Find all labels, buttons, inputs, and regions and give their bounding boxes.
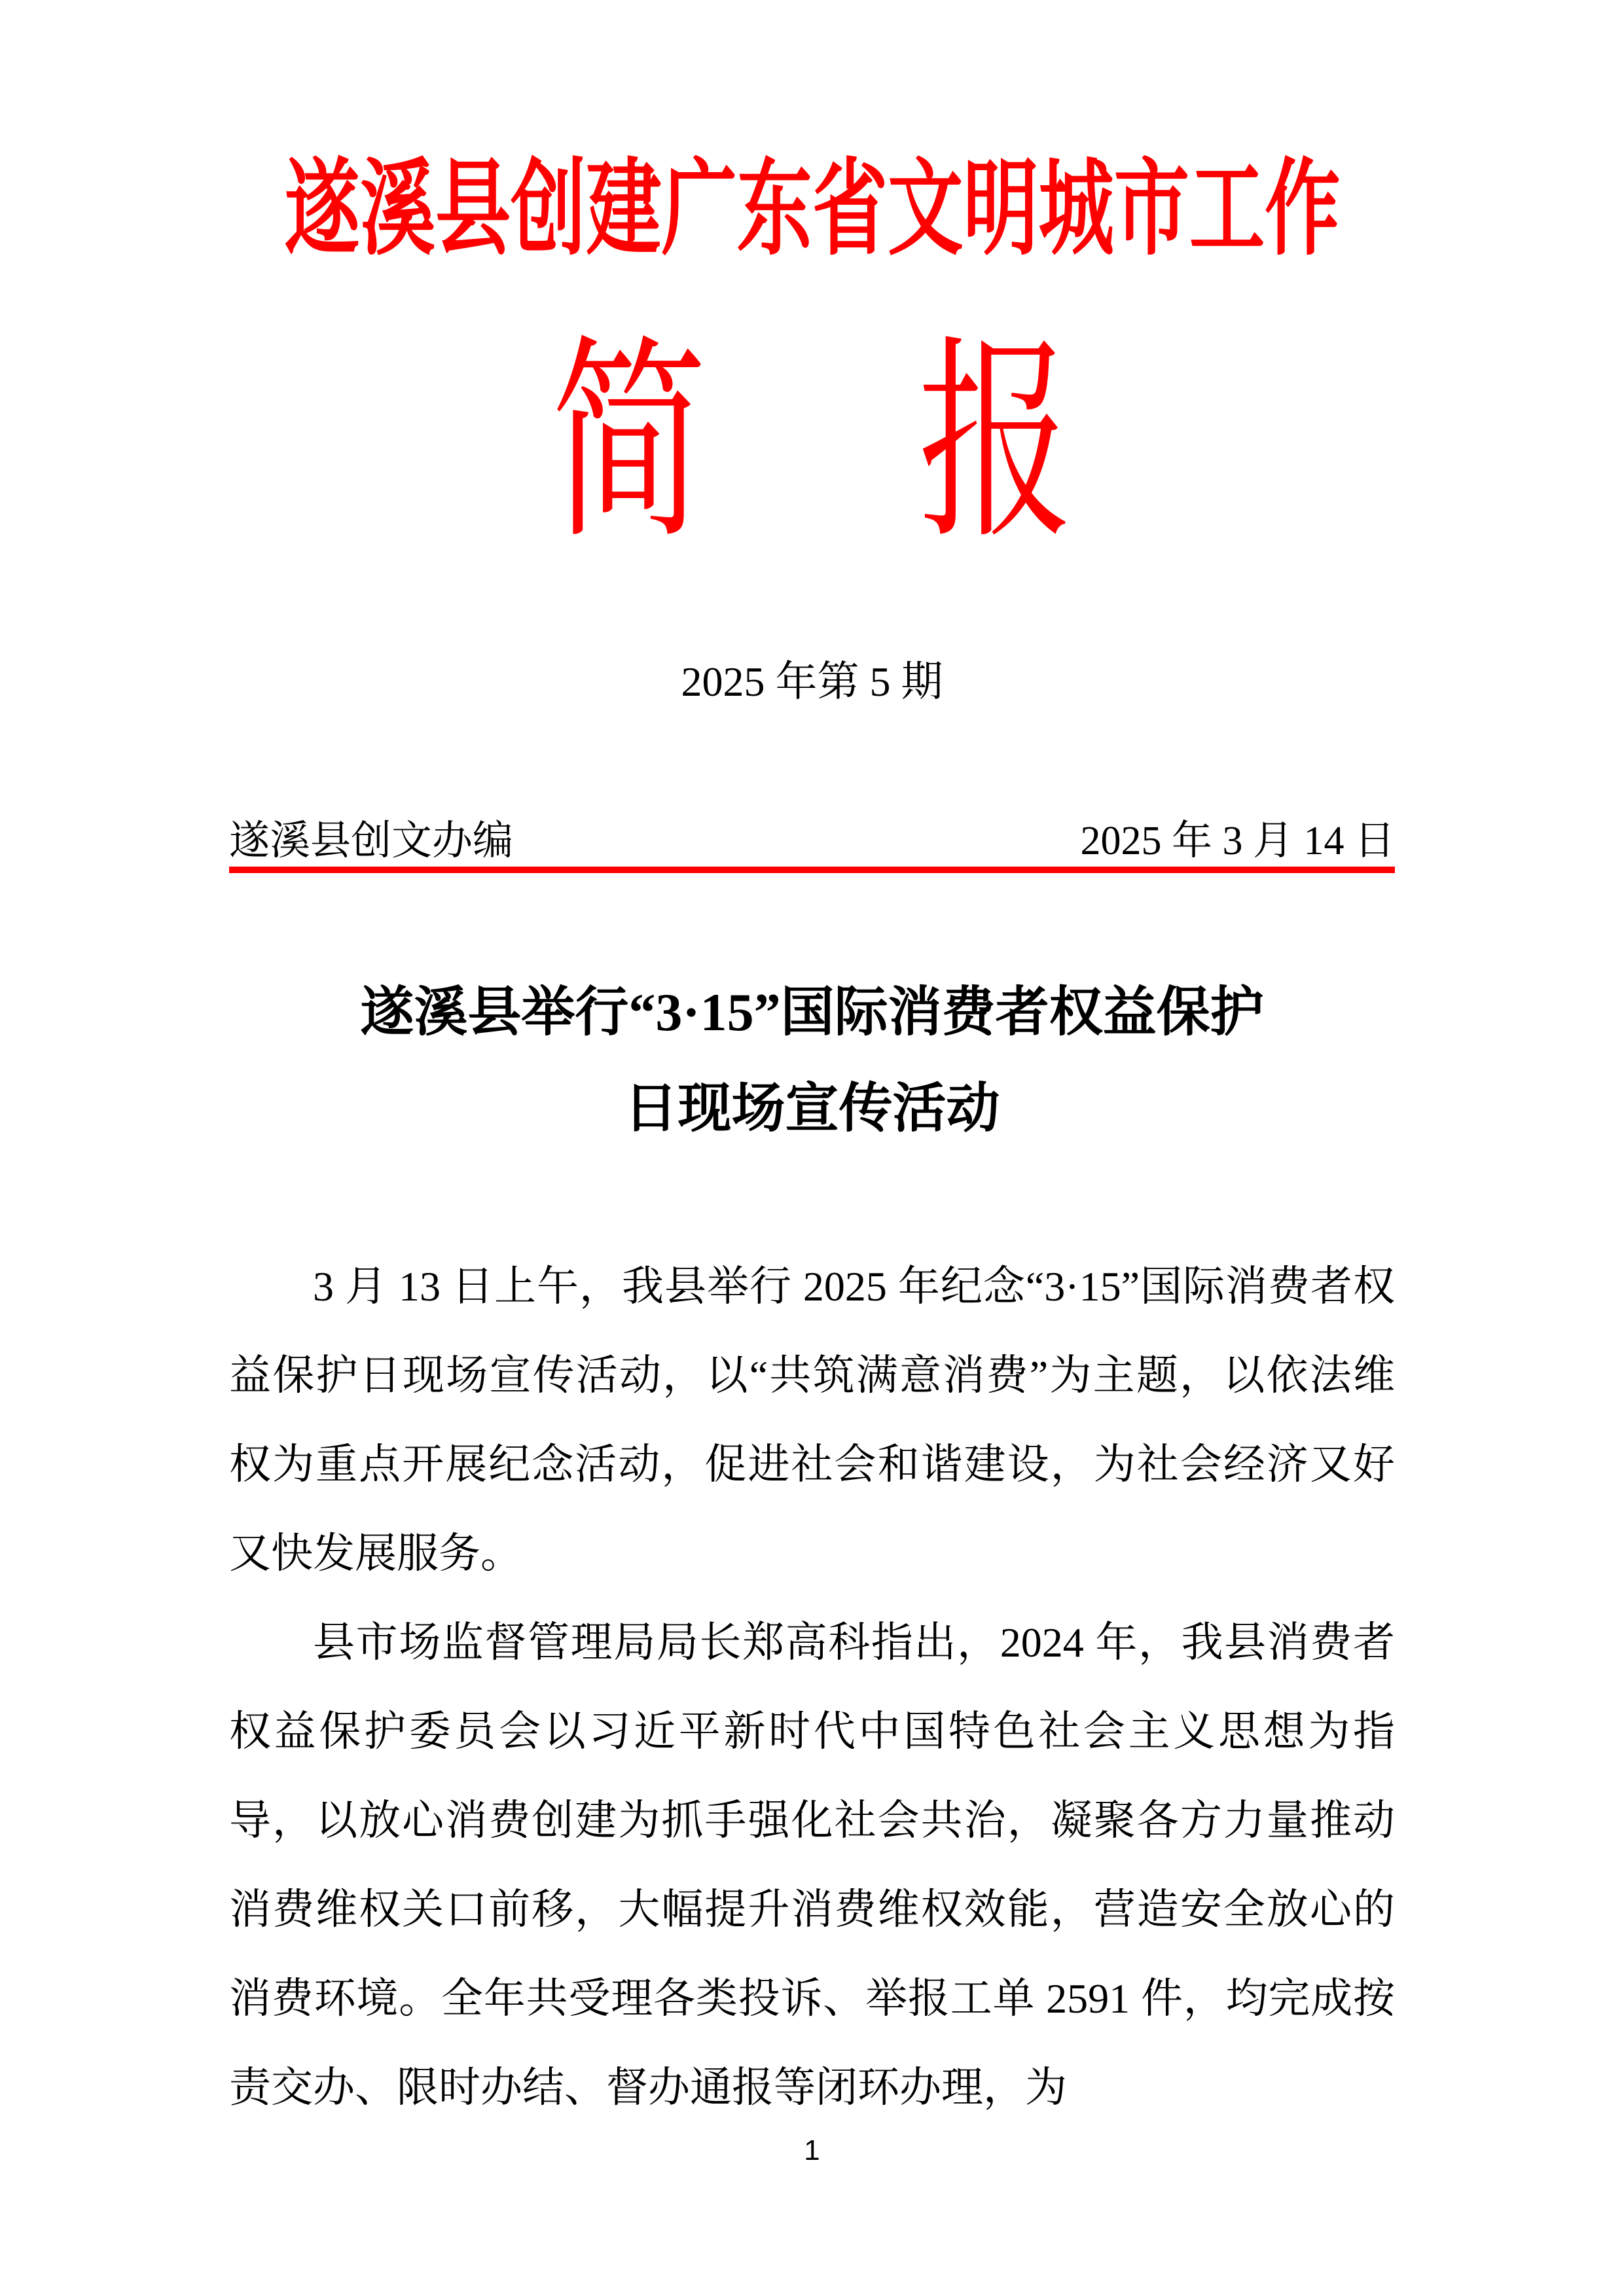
masthead-bulletin-name-char: 报 [917, 325, 1074, 564]
article-title-line: 日现场宣传活动 [624, 1078, 1000, 1138]
masthead-org-title [229, 151, 1395, 268]
article-title [229, 965, 1395, 1157]
issue-date: 2025 年 3 月 14 日 [1080, 819, 1395, 863]
article-body [229, 1242, 1395, 2132]
page-number: 1 [804, 2134, 820, 2166]
body-paragraph: 县市场监督管理局局长郑高科指出，2024 年，我县消费者权益保护委员会以习近平新时代中国特色社会主义思想为指导，以放心消费创建为抓手强化社会共治，凝聚各方力量推动消费维权关口前移，大幅提升消费维权效能，营造安全放心的消费环境。全年共受理各类投诉、举报工单 2591 件，均完成按责交办、限时办结、督办通报等闭环办理，为 [229, 1619, 1395, 2111]
page-content [0, 151, 1624, 2132]
issue-number: 2025 年第 5 期 [681, 658, 943, 705]
masthead-bulletin-name [229, 325, 1395, 564]
body-paragraph: 3 月 13 日上午，我县举行 2025 年纪念“3·15”国际消费者权益保护日现场宣传活动，以“共筑满意消费”为主题，以依法维权为重点开展纪念活动，促进社会和谐建设，为社会经济又好又快发展服务。 [229, 1263, 1395, 1577]
masthead-bulletin-name-char: 简 [550, 325, 707, 564]
editor-date-row [229, 821, 1395, 861]
editor-label: 遂溪县创文办编 [229, 819, 514, 863]
divider-rule [229, 867, 1395, 873]
article-title-line: 遂溪县举行“3·15”国际消费者权益保护 [360, 982, 1264, 1042]
masthead-org-title-text: 遂溪县创建广东省文明城市工作 [284, 151, 1340, 268]
